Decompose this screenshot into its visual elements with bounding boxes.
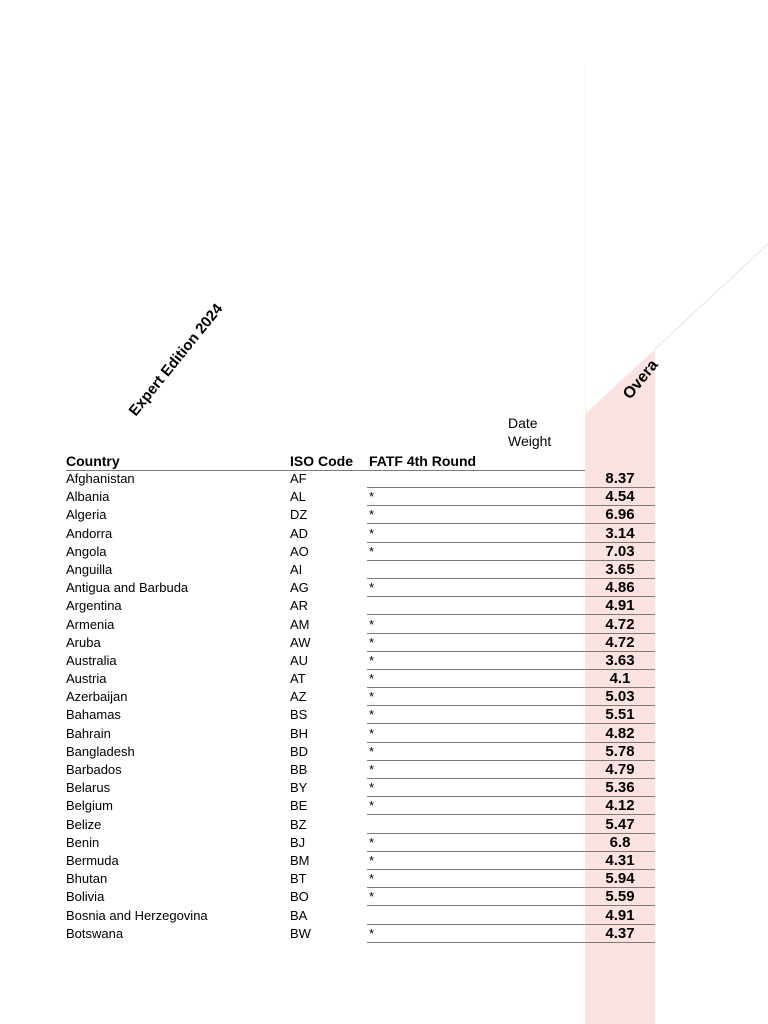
overall-score: 4.91 bbox=[585, 597, 655, 615]
iso-code: BE bbox=[290, 798, 308, 814]
fatf-cell bbox=[367, 616, 585, 634]
overall-score: 4.86 bbox=[585, 579, 655, 597]
table-row bbox=[0, 816, 768, 834]
fatf-cell bbox=[367, 725, 585, 743]
iso-code: AL bbox=[290, 489, 306, 505]
table-row bbox=[0, 834, 768, 852]
overall-score: 4.72 bbox=[585, 616, 655, 634]
iso-code: AW bbox=[290, 634, 311, 650]
iso-code: BB bbox=[290, 762, 308, 777]
overall-score: 4.72 bbox=[585, 634, 655, 652]
iso-code: AM bbox=[290, 616, 310, 632]
iso-code: DZ bbox=[290, 507, 308, 523]
country-name: Antigua and Barbuda bbox=[66, 580, 189, 596]
table-row bbox=[0, 634, 768, 652]
fatf-cell bbox=[367, 761, 585, 779]
table-row bbox=[0, 470, 768, 488]
table-row bbox=[0, 852, 768, 870]
iso-code: AT bbox=[290, 671, 306, 687]
fatf-cell bbox=[367, 470, 585, 488]
overall-score: 4.1 bbox=[585, 670, 655, 688]
fatf-cell bbox=[367, 852, 585, 870]
iso-code: BY bbox=[290, 780, 308, 796]
overall-score: 4.79 bbox=[585, 761, 655, 779]
iso-code: BM bbox=[290, 852, 310, 868]
iso-code: AO bbox=[290, 543, 309, 559]
fatf-cell bbox=[367, 561, 585, 579]
table-row bbox=[0, 506, 768, 524]
iso-code: BW bbox=[290, 925, 311, 941]
table-row bbox=[0, 525, 768, 543]
iso-code: AI bbox=[290, 561, 303, 577]
overall-score: 5.51 bbox=[585, 706, 655, 724]
fatf-marker: * bbox=[369, 780, 375, 796]
overall-score: 5.59 bbox=[585, 888, 655, 906]
country-name: Angola bbox=[66, 543, 107, 559]
table-row bbox=[0, 725, 768, 743]
iso-code: BA bbox=[290, 907, 308, 923]
overall-score: 5.36 bbox=[585, 779, 655, 797]
fatf-cell bbox=[367, 925, 585, 943]
table-row bbox=[0, 888, 768, 906]
fatf-marker: * bbox=[369, 871, 375, 887]
country-name: Afghanistan bbox=[66, 471, 135, 486]
country-name: Bolivia bbox=[66, 889, 105, 905]
country-name: Belgium bbox=[66, 798, 113, 814]
overall-score: 4.12 bbox=[585, 797, 655, 815]
iso-code: BJ bbox=[290, 834, 306, 850]
iso-code: BS bbox=[290, 707, 308, 723]
table-row bbox=[0, 797, 768, 815]
country-name: Botswana bbox=[66, 925, 124, 941]
overall-score: 4.31 bbox=[585, 852, 655, 870]
country-name: Bahamas bbox=[66, 707, 121, 723]
overall-score: 5.78 bbox=[585, 743, 655, 761]
fatf-marker: * bbox=[369, 543, 375, 559]
iso-code: AZ bbox=[290, 689, 307, 705]
fatf-cell bbox=[367, 779, 585, 797]
fatf-marker: * bbox=[369, 616, 375, 632]
table-row bbox=[0, 670, 768, 688]
table-row bbox=[0, 907, 768, 925]
fatf-cell bbox=[367, 543, 585, 561]
table-row bbox=[0, 870, 768, 888]
overall-score: 6.96 bbox=[585, 506, 655, 524]
fatf-cell bbox=[367, 634, 585, 652]
fatf-marker: * bbox=[369, 652, 375, 668]
overall-score: 6.8 bbox=[585, 834, 655, 852]
table-row bbox=[0, 743, 768, 761]
table-row bbox=[0, 616, 768, 634]
fatf-cell bbox=[367, 816, 585, 834]
fatf-marker: * bbox=[369, 762, 375, 777]
fatf-cell bbox=[367, 907, 585, 925]
fatf-cell bbox=[367, 652, 585, 670]
overall-score: 8.37 bbox=[585, 470, 655, 488]
overall-score: 5.94 bbox=[585, 870, 655, 888]
fatf-marker: * bbox=[369, 889, 375, 905]
fatf-marker: * bbox=[369, 689, 375, 705]
iso-code: BT bbox=[290, 871, 307, 887]
country-name: Benin bbox=[66, 834, 100, 850]
country-name: Australia bbox=[66, 652, 117, 668]
iso-code: AD bbox=[290, 525, 309, 541]
fatf-cell bbox=[367, 797, 585, 815]
fatf-cell bbox=[367, 488, 585, 506]
fatf-marker: * bbox=[369, 834, 375, 850]
country-table-body bbox=[0, 470, 768, 943]
iso-code: BH bbox=[290, 725, 309, 741]
fatf-marker: * bbox=[369, 634, 375, 650]
table-row bbox=[0, 579, 768, 597]
fatf-marker: * bbox=[369, 725, 375, 741]
fatf-marker: * bbox=[369, 489, 375, 505]
fatf-cell bbox=[367, 670, 585, 688]
fatf-cell bbox=[367, 525, 585, 543]
fatf-cell bbox=[367, 688, 585, 706]
overall-score: 3.65 bbox=[585, 561, 655, 579]
table-row bbox=[0, 652, 768, 670]
fatf-marker: * bbox=[369, 671, 375, 687]
fatf-cell bbox=[367, 834, 585, 852]
country-name: Aruba bbox=[66, 634, 101, 650]
column-header-fatf: FATF 4th Round bbox=[369, 453, 477, 469]
table-row bbox=[0, 925, 768, 943]
country-name: Anguilla bbox=[66, 561, 113, 577]
fatf-marker: * bbox=[369, 925, 375, 941]
overall-score: 5.47 bbox=[585, 816, 655, 834]
iso-code: BO bbox=[290, 889, 309, 905]
table-row bbox=[0, 561, 768, 579]
table-row bbox=[0, 488, 768, 506]
overall-score: 5.03 bbox=[585, 688, 655, 706]
country-name: Austria bbox=[66, 671, 107, 687]
iso-code: AG bbox=[290, 580, 309, 596]
fatf-cell bbox=[367, 706, 585, 724]
fatf-marker: * bbox=[369, 852, 375, 868]
overall-score: 4.37 bbox=[585, 925, 655, 943]
fatf-cell bbox=[367, 870, 585, 888]
country-name: Bosnia and Herzegovina bbox=[66, 907, 208, 923]
weight-label: Weight bbox=[508, 433, 552, 449]
overall-score: 4.91 bbox=[585, 907, 655, 925]
fatf-marker: * bbox=[369, 798, 375, 814]
overall-score: 4.54 bbox=[585, 488, 655, 506]
country-name: Bahrain bbox=[66, 725, 111, 741]
country-name: Andorra bbox=[66, 525, 113, 541]
iso-code: BZ bbox=[290, 816, 307, 832]
edition-title: Expert Edition 2024 bbox=[125, 300, 227, 420]
table-row bbox=[0, 706, 768, 724]
fatf-cell bbox=[367, 743, 585, 761]
fatf-cell bbox=[367, 506, 585, 524]
overall-score: 3.14 bbox=[585, 525, 655, 543]
fatf-cell bbox=[367, 597, 585, 615]
country-name: Barbados bbox=[66, 762, 122, 777]
iso-code: AF bbox=[290, 471, 307, 486]
fatf-marker: * bbox=[369, 707, 375, 723]
table-row bbox=[0, 779, 768, 797]
country-name: Armenia bbox=[66, 616, 115, 632]
fatf-marker: * bbox=[369, 580, 375, 596]
country-name: Bangladesh bbox=[66, 743, 135, 759]
overall-score: 7.03 bbox=[585, 543, 655, 561]
iso-code: AU bbox=[290, 652, 309, 668]
country-name: Argentina bbox=[66, 598, 122, 614]
table-row bbox=[0, 761, 768, 779]
fatf-cell bbox=[367, 579, 585, 597]
table-row bbox=[0, 597, 768, 615]
country-name: Bhutan bbox=[66, 871, 108, 887]
fatf-cell bbox=[367, 888, 585, 906]
country-name: Belize bbox=[66, 816, 102, 832]
table-header bbox=[66, 452, 585, 471]
country-name: Azerbaijan bbox=[66, 689, 128, 705]
iso-code: AR bbox=[290, 598, 309, 614]
date-label: Date bbox=[508, 415, 538, 431]
column-header-country: Country bbox=[66, 453, 120, 469]
country-name: Albania bbox=[66, 489, 110, 505]
fatf-marker: * bbox=[369, 525, 375, 541]
column-header-iso: ISO Code bbox=[290, 453, 354, 469]
overall-score: 3.63 bbox=[585, 652, 655, 670]
table-row bbox=[0, 543, 768, 561]
fatf-marker: * bbox=[369, 743, 375, 759]
overall-column-label: Overa bbox=[620, 356, 662, 403]
table-row bbox=[0, 688, 768, 706]
country-name: Bermuda bbox=[66, 852, 119, 868]
country-name: Algeria bbox=[66, 507, 107, 523]
country-name: Belarus bbox=[66, 780, 111, 796]
iso-code: BD bbox=[290, 743, 309, 759]
fatf-marker: * bbox=[369, 507, 375, 523]
overall-score: 4.82 bbox=[585, 725, 655, 743]
